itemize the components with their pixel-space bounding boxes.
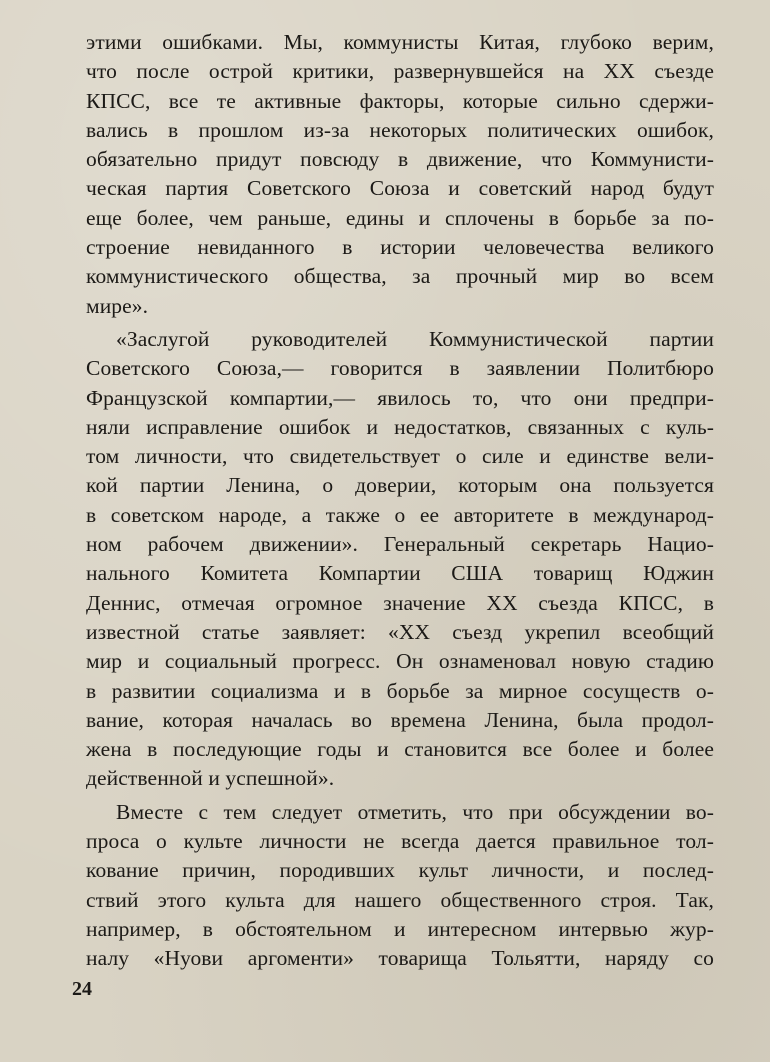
text-line: известной статье заявляет: «XX съезд укрепил всеобщий bbox=[86, 619, 714, 644]
text-line: в советском народе, а также о ее авторитете в международ- bbox=[86, 502, 714, 527]
text-line: нального Комитета Компартии США товарищ Юджин bbox=[86, 561, 714, 586]
text-line: вались в прошлом из-за некоторых политических ошибок, bbox=[86, 117, 714, 142]
text-line: няли исправление ошибок и недостатков, связанных с куль- bbox=[86, 414, 714, 439]
text-line: например, в обстоятельном и интересном интервью жур- bbox=[86, 916, 714, 941]
text-line: строение невиданного в истории человечества великого bbox=[86, 235, 714, 260]
text-line: ном рабочем движении». Генеральный секретарь Нацио- bbox=[86, 532, 714, 557]
text-line: Советского Союза,— говорится в заявлении Политбюро bbox=[86, 356, 714, 381]
text-line: «Заслугой руководителей Коммунистической партии bbox=[116, 326, 714, 351]
text-line: мир и социальный прогресс. Он ознаменовал новую стадию bbox=[86, 649, 714, 674]
text-line: налу «Нуови аргоменти» товарища Тольятти, наряду со bbox=[86, 946, 714, 971]
text-line: Деннис, отмечая огромное значение XX съезда КПСС, в bbox=[86, 590, 714, 615]
text-line: ствий этого культа для нашего общественного строя. Так, bbox=[86, 887, 714, 912]
text-line: Французской компартии,— явилось то, что они предпри- bbox=[86, 385, 714, 410]
text-line: обязательно придут повсюду в движение, что Коммунисти- bbox=[86, 147, 714, 172]
text-line: КПСС, все те активные факторы, которые сильно сдержи- bbox=[86, 88, 714, 113]
page-number: 24 bbox=[72, 978, 92, 1000]
text-line: мире». bbox=[86, 293, 149, 318]
text-line: ческая партия Советского Союза и советский народ будут bbox=[86, 176, 714, 201]
text-line: коммунистического общества, за прочный мир во всем bbox=[86, 264, 714, 289]
page-body bbox=[86, 28, 714, 974]
paragraph-2 bbox=[86, 325, 714, 794]
text-line: Вместе с тем следует отметить, что при обсуждении во- bbox=[116, 799, 714, 824]
text-line: действенной и успешной». bbox=[86, 766, 335, 791]
text-line: кой партии Ленина, о доверии, которым она пользуется bbox=[86, 473, 714, 498]
text-line: кование причин, породивших культ личности, и послед- bbox=[86, 858, 714, 883]
text-line: том личности, что свидетельствует о силе и единстве вели- bbox=[86, 444, 714, 469]
text-line: в развитии социализма и в борьбе за мирное сосуществ о- bbox=[86, 678, 714, 703]
paragraph-1 bbox=[86, 28, 714, 321]
text-line: проса о культе личности не всегда дается правильное тол- bbox=[86, 829, 714, 854]
text-line: еще более, чем раньше, едины и сплочены в борьбе за по- bbox=[86, 205, 714, 230]
text-line: вание, которая началась во времена Ленина, была продол- bbox=[86, 707, 714, 732]
text-line: жена в последующие годы и становится все более и более bbox=[86, 737, 714, 762]
text-line: этими ошибками. Мы, коммунисты Китая, глубоко верим, bbox=[86, 30, 714, 54]
text-line: что после острой критики, развернувшейся на XX съезде bbox=[86, 59, 714, 84]
paragraph-3 bbox=[86, 798, 714, 974]
